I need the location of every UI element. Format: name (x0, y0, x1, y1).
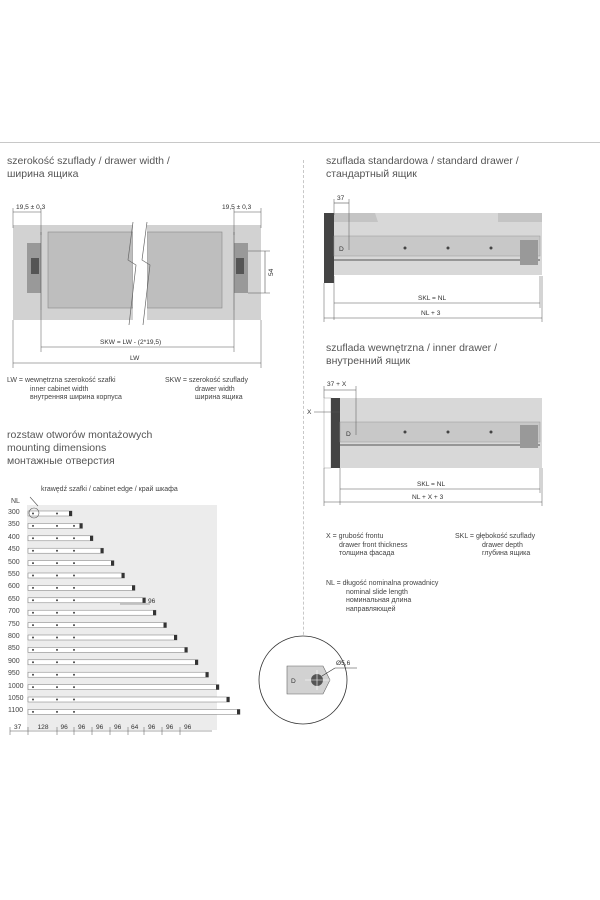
dim-height-label: 54 (268, 268, 275, 276)
cabinet-edge-label: krawędź szafki / cabinet edge / край шкафа (41, 486, 178, 493)
dim-skl2-label: SKL = NL (417, 481, 446, 488)
mid-dim-label: 96 (148, 598, 156, 605)
standard-drawer-heading: szuflada standardowa / standard drawer / стандартный ящик (326, 155, 519, 180)
drawer-width-heading: szerokość szuflady / drawer width / ширина ящика (7, 155, 170, 180)
bottom-dim-label: 128 (37, 724, 49, 731)
nl-value-label: 1050 (8, 695, 24, 702)
nl-value-label: 400 (8, 533, 20, 541)
nl-value-label: 850 (8, 645, 20, 653)
inner-drawer-heading: szuflada wewnętrzna / inner drawer / внутренний ящик (326, 342, 497, 367)
dim-diameter-label: Ø5,6 (336, 660, 351, 667)
dim-right-label: 19,5 ± 0,3 (222, 204, 252, 211)
nl-value-label: 550 (8, 571, 20, 578)
legend-nl: NL = długość nominalna prowadnicy nominal slide length номинальная длина направляющей (326, 580, 439, 613)
dim-lw-label: LW (130, 355, 140, 362)
dim-skl-label: SKL = NL (418, 295, 447, 302)
dim-left-label: 19,5 ± 0,3 (16, 204, 46, 211)
nl-value-label: 350 (8, 521, 20, 529)
svg-text:D: D (339, 246, 344, 253)
bottom-dim-label: 64 (131, 724, 139, 731)
dim-x-label: X (307, 409, 312, 416)
svg-text:D: D (291, 678, 296, 685)
nl-value-label: 700 (8, 608, 20, 616)
mounting-heading: rozstaw otworów montażowych mounting dimensions монтажные отверстия (7, 429, 153, 467)
legend-skw: SKW = szerokość szuflady drawer width ширина ящика (165, 377, 249, 401)
bottom-dim-label: 96 (96, 724, 104, 731)
nl-value-label: 900 (8, 657, 20, 665)
svg-text:D: D (346, 431, 351, 438)
dim-skw-label: SKW = LW - (2*19,5) (100, 339, 162, 346)
dim-37-label: 37 (337, 195, 345, 202)
nl-value-label: 300 (8, 509, 20, 516)
nl-value-label: 1100 (8, 707, 24, 715)
nl-value-label: 450 (8, 546, 20, 554)
legend-skl: SKL = głębokość szuflady drawer depth глубина ящика (455, 533, 536, 557)
dim-nl3-label: NL + 3 (421, 310, 441, 317)
nl-value-label: 1000 (8, 682, 24, 690)
bottom-dim-label: 96 (78, 724, 86, 731)
legend-lw: LW = wewnętrzna szerokość szafki inner cabinet width внутренняя ширина корпуса (7, 377, 122, 401)
bottom-dim-label: 96 (184, 724, 192, 731)
nl-value-label: 650 (8, 595, 20, 603)
nl-column-header: NL (11, 498, 20, 505)
nl-value-label: 750 (8, 620, 20, 628)
bottom-dim-label: 96 (114, 724, 122, 731)
nl-value-label: 950 (8, 670, 20, 678)
dim-37x-label: 37 + X (327, 381, 347, 388)
nl-value-label: 500 (8, 558, 20, 566)
bottom-dim-label: 96 (60, 724, 68, 731)
bottom-dim-label: 37 (14, 724, 22, 731)
bottom-dim-label: 96 (166, 724, 174, 731)
nl-value-label: 600 (8, 583, 20, 591)
legend-x: X = grubość frontu drawer front thickness толщина фасада (326, 533, 408, 557)
dim-nlx3-label: NL + X + 3 (412, 494, 444, 501)
bottom-dim-label: 96 (148, 724, 156, 731)
nl-value-label: 800 (8, 633, 20, 640)
